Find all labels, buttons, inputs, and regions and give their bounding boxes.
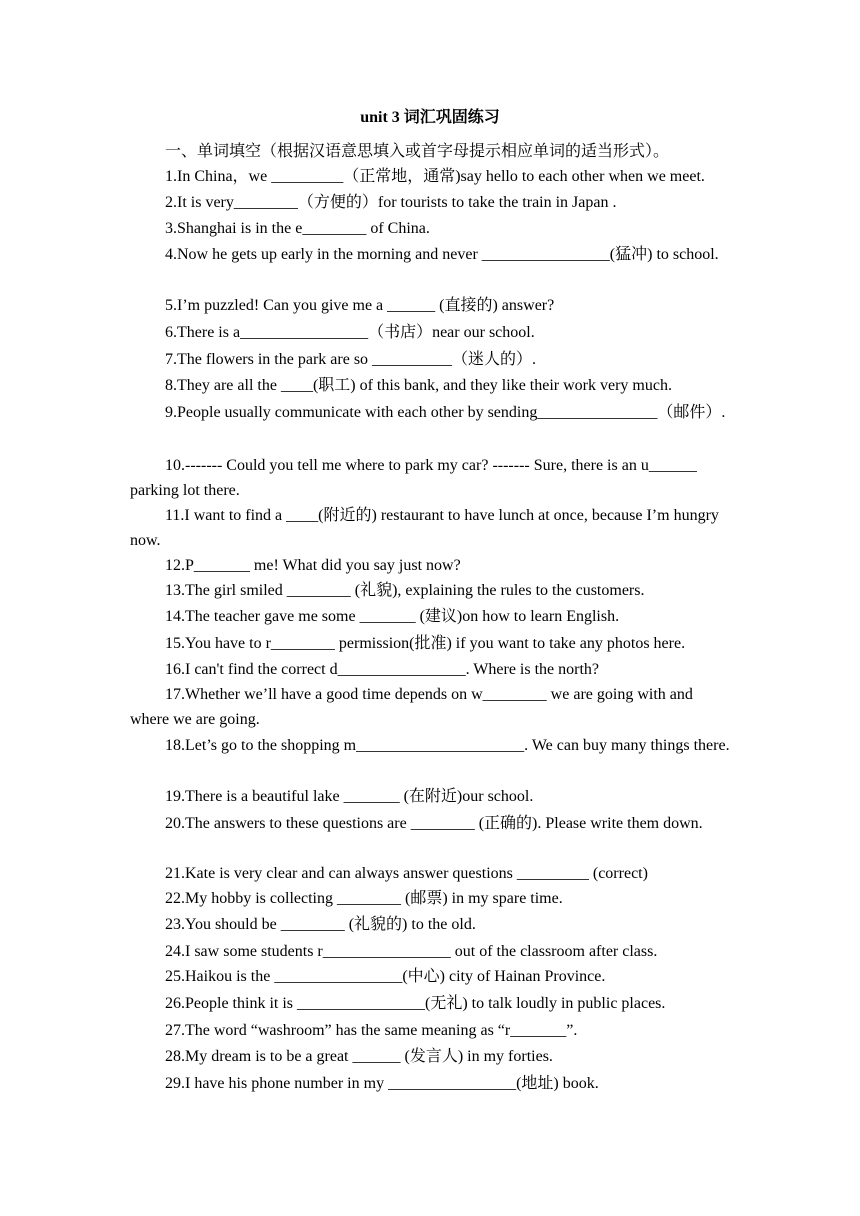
question-item: 11.I want to find a ____(附近的) restaurant to have lunch at once, because I’m hungry now.: [130, 507, 719, 549]
question-item: 23.You should be ________ (礼貌的) to the old.: [165, 916, 476, 933]
question-item: 22.My hobby is collecting ________ (邮票) in my spare time.: [165, 890, 563, 907]
question-item: 26.People think it is ________________(无礼) to talk loudly in public places.: [165, 995, 666, 1012]
question-item: 18.Let’s go to the shopping m_____________________. We can buy many things there.: [165, 737, 730, 754]
question-item: 5.I’m puzzled! Can you give me a ______ (直接的) answer?: [165, 297, 555, 314]
question-item: 29.I have his phone number in my ________________(地址) book.: [165, 1075, 599, 1092]
section-heading: 一、单词填空（根据汉语意思填入或首字母提示相应单词的适当形式）。: [165, 143, 670, 160]
question-item: 24.I saw some students r________________ out of the classroom after class.: [165, 943, 658, 960]
question-item: 6.There is a________________（书店）near our school.: [165, 324, 535, 341]
question-item: 4.Now he gets up early in the morning and never ________________(猛冲) to school.: [165, 246, 719, 263]
question-item: 2.It is very________（方便的）for tourists to take the train in Japan .: [165, 194, 617, 211]
question-item: 7.The flowers in the park are so __________（迷人的）.: [165, 351, 537, 368]
question-item: 21.Kate is very clear and can always answer questions _________ (correct): [165, 865, 648, 882]
question-item: 1.In China，we _________（正常地，通常)say hello to each other when we meet.: [165, 168, 705, 185]
question-item: 14.The teacher gave me some _______ (建议)on how to learn English.: [165, 608, 620, 625]
question-item: 8.They are all the ____(职工) of this bank, and they like their work very much.: [165, 377, 672, 394]
question-item: 17.Whether we’ll have a good time depends on w________ we are going with and where we are going.: [130, 686, 693, 728]
question-item: 3.Shanghai is in the e________ of China.: [165, 220, 430, 237]
question-item: 9.People usually communicate with each other by sending_______________（邮件）.: [165, 404, 726, 421]
question-item: 28.My dream is to be a great ______ (发言人) in my forties.: [165, 1048, 553, 1065]
question-item: 12.P_______ me! What did you say just now?: [165, 557, 461, 574]
question-item: 13.The girl smiled ________ (礼貌), explaining the rules to the customers.: [165, 582, 645, 599]
question-item: 16.I can't find the correct d________________. Where is the north?: [165, 661, 600, 678]
document-title: unit 3 词汇巩固练习: [360, 109, 500, 126]
question-item: 25.Haikou is the ________________(中心) city of Hainan Province.: [165, 968, 606, 985]
question-item: 20.The answers to these questions are ________ (正确的). Please write them down.: [165, 815, 703, 832]
question-item: 19.There is a beautiful lake _______ (在附近)our school.: [165, 788, 534, 805]
question-item: 27.The word “washroom” has the same meaning as “r_______”.: [165, 1022, 578, 1039]
question-item: 10.------- Could you tell me where to park my car? ------- Sure, there is an u______ parking lot there.: [130, 457, 697, 499]
question-item: 15.You have to r________ permission(批准) if you want to take any photos here.: [165, 635, 686, 652]
